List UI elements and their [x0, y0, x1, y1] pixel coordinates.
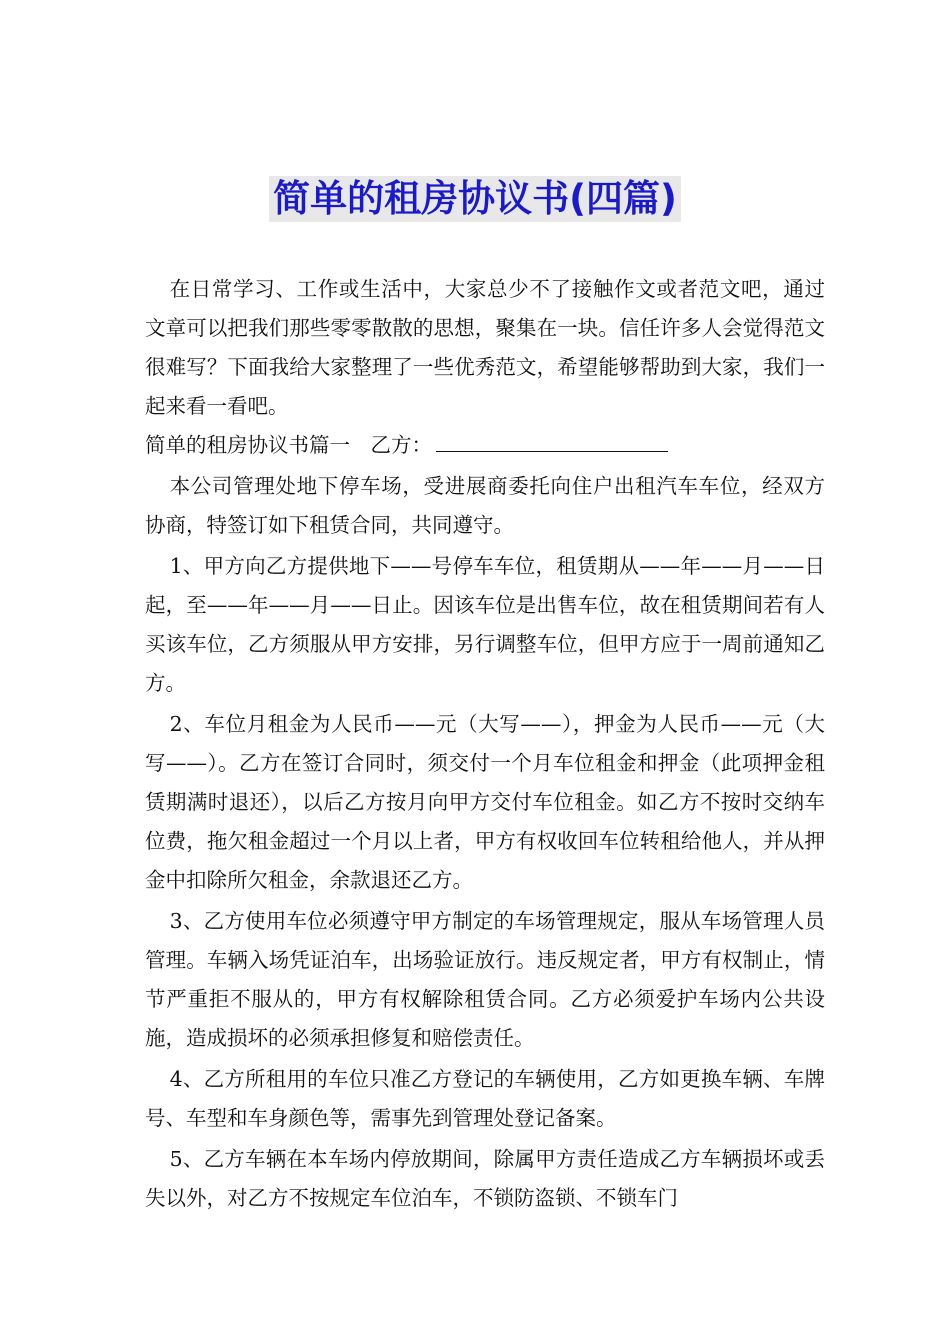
section-heading: 简单的租房协议书篇一 — [145, 433, 350, 457]
document-title: 简单的租房协议书(四篇) — [269, 176, 681, 222]
body-paragraph: 本公司管理处地下停车场，受进展商委托向住户出租汽车车位，经双方协商，特签订如下租赁合同，共同遵守。 — [145, 474, 825, 537]
clause-2-paragraph: 2、车位月租金为人民币——元（大写——），押金为人民币——元（大写——）。乙方在签订合同时，须交付一个月车位租金和押金（此项押金租赁期满时退还），以后乙方按月向甲方交付车位租金。如乙方不按时交纳车位费，拖欠租金超过一个月以上者，甲方有权收回车位转租给他人，并从押金中扣除所欠租金，余款退还乙方。 — [145, 712, 825, 892]
clause-3-paragraph: 3、乙方使用车位必须遵守甲方制定的车场管理规定，服从车场管理人员管理。车辆入场凭证泊车，出场验证放行。违反规定者，甲方有权制止，情节严重拒不服从的，甲方有权解除租赁合同。乙方必须爱护车场内公共设施，造成损坏的必须承担修复和赔偿责任。 — [145, 909, 825, 1050]
intro-paragraph: 在日常学习、工作或生活中，大家总少不了接触作文或者范文吧，通过文章可以把我们那些零零散散的思想，聚集在一块。信任许多人会觉得范文很难写？下面我给大家整理了一些优秀范文，希望能够帮助到大家，我们一起来看一看吧。 — [145, 277, 825, 418]
party-b-label: 乙方： — [370, 433, 432, 457]
title-block — [0, 176, 950, 222]
document-body — [145, 270, 825, 1218]
clause-1-paragraph: 1、甲方向乙方提供地下——号停车车位，租赁期从——年——月——日起，至——年——月——日止。因该车位是出售车位，故在租赁期间若有人买该车位，乙方须服从甲方安排，另行调整车位，但甲方应于一周前通知乙方。 — [145, 554, 825, 695]
clause-4-paragraph: 4、乙方所租用的车位只准乙方登记的车辆使用，乙方如更换车辆、车牌号、车型和车身颜色等，需事先到管理处登记备案。 — [145, 1067, 825, 1130]
party-b-blank-line — [436, 427, 668, 452]
clause-5-paragraph: 5、乙方车辆在本车场内停放期间，除属甲方责任造成乙方车辆损坏或丢失以外，对乙方不按规定车位泊车，不锁防盗锁、不锁车门 — [145, 1147, 825, 1210]
section-heading-row — [145, 426, 825, 465]
